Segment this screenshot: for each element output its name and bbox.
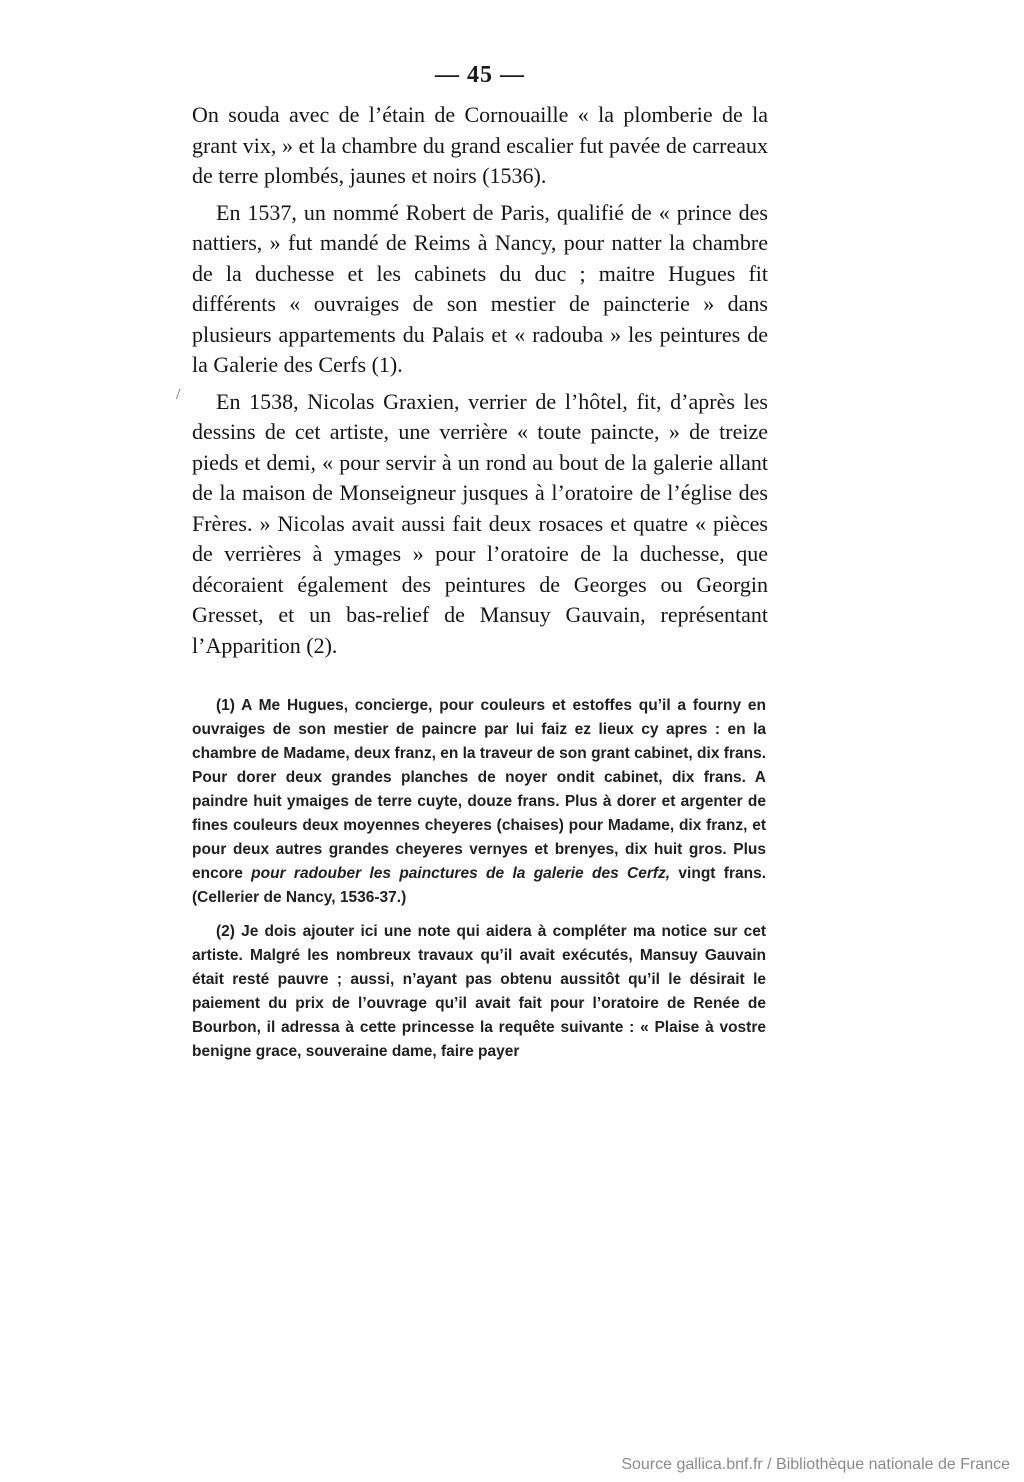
paragraph-1: On souda avec de l’étain de Cornouaille « la plomberie de la grant vix, » et la chambre du grand escalier fut pavée de carreaux de terre plombés, jaunes et noirs (1536). xyxy=(192,102,768,188)
main-body-text xyxy=(192,100,768,661)
paragraph-3: En 1538, Nicolas Graxien, verrier de l’hôtel, fit, d’après les dessins de cet artiste, une verrière « toute paincte, » de treize pieds et demi, « pour servir à un rond au bout de la galerie allant de la maison de Monseigneur jusques à l’oratoire de l’église des Frères. » Nicolas avait aussi fait deux rosaces et quatre « pièces de verrières à ymages » pour l’oratoire de la duchesse, que décoraient également des peintures de Georges ou Georgin Gresset, et un bas-relief de Mansuy Gauvain, représentant l’Apparition (2). xyxy=(192,388,768,658)
footnote-1-text: (1) A Me Hugues, concierge, pour couleurs et estoffes qu’il a fourny en ouvraiges de son mestier de paincre par lui faiz ez lieux cy apres : en la chambre de Madame, deux franz, en la traveur de son grant cabinet, dix frans. Pour dorer deux grandes planches de noyer ondit cabinet, dix frans. A paindre huit ymaiges de terre cuyte, douze frans. Plus à dorer et argenter de fines couleurs deux moyennes cheyeres (chaises) pour Madame, dix franz, et pour deux autres grandes cheyeres vernyes et brenyes, dix huit gros. Plus encore xyxy=(192,697,766,882)
footnote-1-italic: pour radouber les painctures de la galerie des Cerfz, xyxy=(251,865,671,882)
paragraph-2: En 1537, un nommé Robert de Paris, qualifié de « prince des nattiers, » fut mandé de Reims à Nancy, pour natter la chambre de la duchesse et les cabinets du duc ; maitre Hugues fit différents « ouvraiges de son mestier de paincterie » dans plusieurs appartements du Palais et « radouba » les peintures de la Galerie des Cerfs (1). xyxy=(192,199,768,377)
margin-mark: / xyxy=(176,386,181,403)
footnote-1-text-end: vingt frans. (Cellerier de Nancy, 1536-37.) xyxy=(192,865,766,906)
footnote-2: (2) Je dois ajouter ici une note qui aidera à compléter ma notice sur cet artiste. Malgré les nombreux travaux qu’il avait exécutés, Mansuy Gauvain était resté pauvre ; aussi, n’ayant pas obtenu aussitôt qu’il le désirait le paiement du prix de l’ouvrage qu’il avait fait pour l’oratoire de Renée de Bourbon, il adressa à cette princesse la requête suivante : « Plaise à vostre benigne grace, souveraine dame, faire payer xyxy=(192,923,766,1060)
source-attribution: Source gallica.bnf.fr / Bibliothèque nationale de France xyxy=(621,1456,1010,1473)
footnotes xyxy=(192,694,766,1064)
page-number: — 45 — xyxy=(435,62,525,88)
footnote-1 xyxy=(192,694,766,910)
